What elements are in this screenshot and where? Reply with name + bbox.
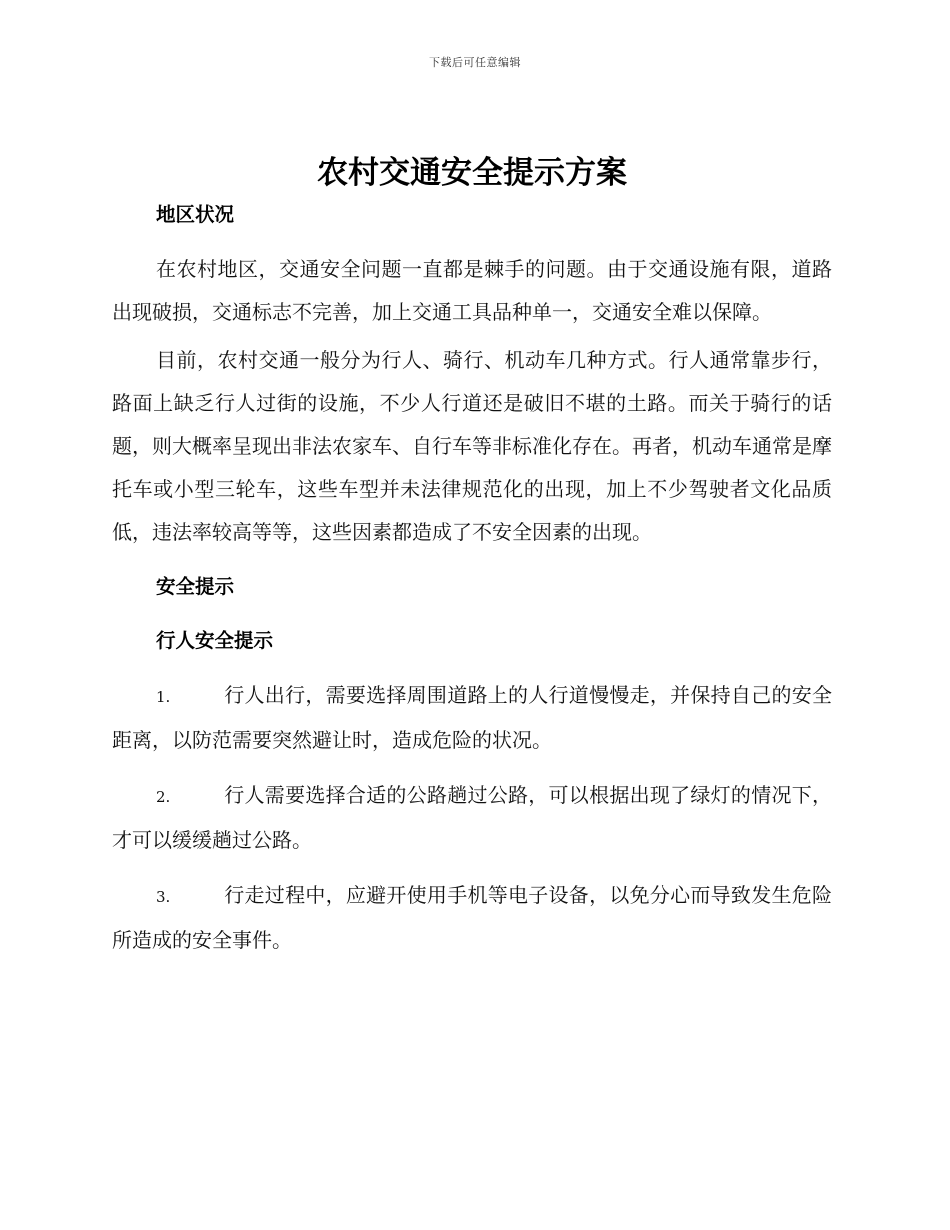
section-heading-safety-tips: 安全提示	[156, 575, 235, 598]
header-note: 下载后可任意编辑	[429, 56, 521, 69]
paragraph-traffic-modes: 目前，农村交通一般分为行人、骑行、机动车几种方式。行人通常靠步行，路面上缺乏行人过街的设施，不少人行道还是破旧不堪的土路。而关于骑行的话题，则大概率呈现出非法农家车、自行车等非标准化存在。再者，机动车通常是摩托车或小型三轮车，这些车型并未法律规范化的出现，加上不少驾驶者文化品质低，违法率较高等等，这些因素都造成了不安全因素的出现。	[112, 348, 832, 544]
paragraph-region-intro: 在农村地区，交通安全问题一直都是棘手的问题。由于交通设施有限，道路出现破损，交通标志不完善，加上交通工具品种单一，交通安全难以保障。	[112, 257, 832, 324]
list-item	[112, 774, 832, 862]
list-item-text: 行人需要选择合适的公路趟过公路，可以根据出现了绿灯的情况下，才可以缓缓趟过公路。	[112, 783, 832, 852]
document-body	[112, 148, 832, 962]
section-heading-region-status: 地区状况	[156, 203, 235, 226]
list-item-text: 行走过程中，应避开使用手机等电子设备，以免分心而导致发生危险所造成的安全事件。	[112, 883, 832, 952]
document-title: 农村交通安全提示方案	[317, 155, 627, 191]
list-item-number: 3.	[156, 888, 171, 906]
subheading-pedestrian-safety: 行人安全提示	[156, 629, 274, 652]
list-item	[112, 874, 832, 962]
list-item-text: 行人出行，需要选择周围道路上的人行道慢慢走，并保持自己的安全距离，以防范需要突然避让时，造成危险的状况。	[112, 683, 832, 752]
list-item-number: 1.	[156, 688, 171, 706]
list-item	[112, 674, 832, 762]
list-item-number: 2.	[156, 788, 171, 806]
